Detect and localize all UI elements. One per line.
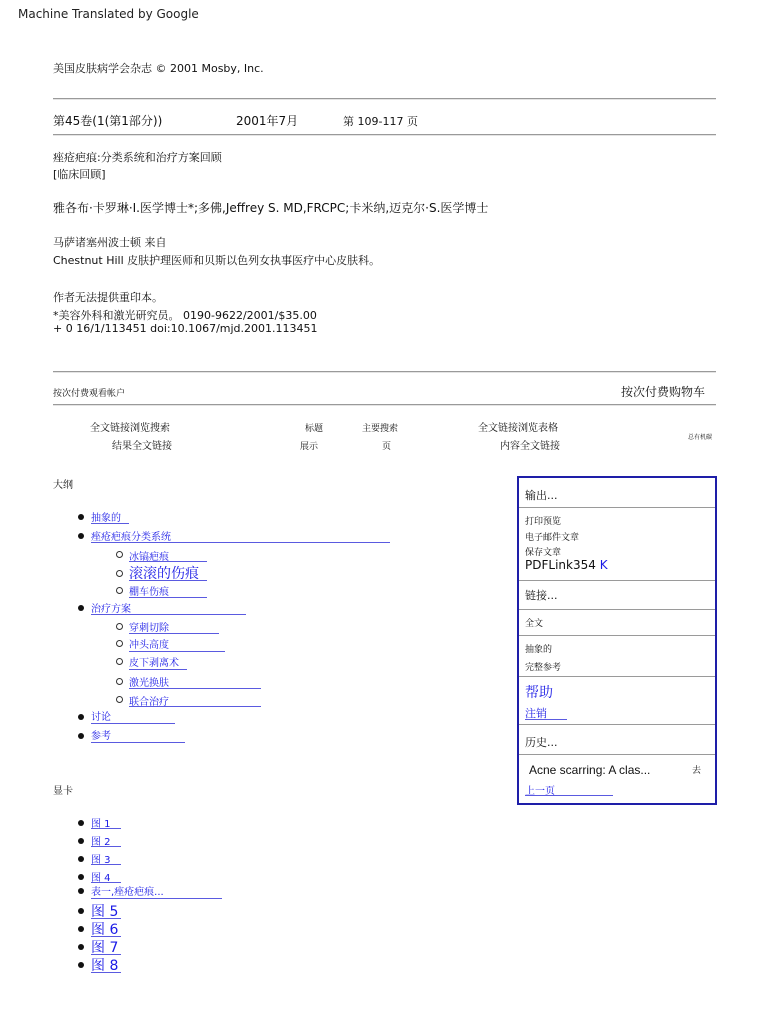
article-title: 痤疮疤痕:分类系统和治疗方案回顾 <box>53 151 222 164</box>
sub-bullet <box>116 551 123 558</box>
link-underline <box>525 795 613 796</box>
link-underline <box>91 542 390 543</box>
full-references-link[interactable]: 完整参考 <box>525 663 562 673</box>
divider <box>53 134 716 136</box>
logout-link[interactable]: 注销 <box>525 707 547 720</box>
link-underline <box>91 898 222 899</box>
outline-link-discussion[interactable]: 讨论 <box>91 712 111 723</box>
figure-link-1[interactable]: 图 1 <box>91 819 111 830</box>
link-underline <box>91 828 121 829</box>
divider <box>53 98 716 100</box>
divider <box>519 609 715 610</box>
issue-date: 2001年7月 <box>236 114 299 128</box>
sub-bullet <box>116 658 123 665</box>
affiliation-line-1: 马萨诸塞州波士顿 来自 <box>53 236 167 249</box>
bullet <box>78 820 84 826</box>
outline-link-abstract[interactable]: 抽象的 <box>91 513 121 524</box>
abstract-link[interactable]: 抽象的 <box>525 645 553 655</box>
nav-title[interactable]: 标题 <box>305 424 324 434</box>
outline-link-icepick[interactable]: 冰镐疤痕 <box>129 552 169 563</box>
journal-copyright: 美国皮肤病学会杂志 © 2001 Mosby, Inc. <box>53 62 264 75</box>
pdf-link-label[interactable]: PDFLink354 <box>525 558 596 572</box>
issue-pages: 第 109-117 页 <box>343 115 418 128</box>
footnote-2: + 0 16/1/113451 doi:10.1067/mjd.2001.113451 <box>53 322 318 335</box>
link-underline <box>129 688 261 689</box>
email-article-link[interactable]: 电子邮件文章 <box>525 533 580 543</box>
figure-link-6[interactable]: 图 6 <box>91 922 119 938</box>
figure-link-4[interactable]: 图 4 <box>91 873 111 884</box>
previous-page-link[interactable]: 上一页 <box>525 786 555 797</box>
outline-link-rolling[interactable]: 滚滚的伤痕 <box>129 566 199 582</box>
sub-bullet <box>116 623 123 630</box>
sub-bullet <box>116 696 123 703</box>
sub-bullet <box>116 570 123 577</box>
figure-link-7[interactable]: 图 7 <box>91 940 119 956</box>
divider <box>519 754 715 755</box>
divider <box>519 635 715 636</box>
fulltext-link[interactable]: 全文 <box>525 619 544 629</box>
article-type: [临床回顾] <box>53 168 106 181</box>
print-preview-link[interactable]: 打印预览 <box>525 517 562 527</box>
bullet <box>78 533 84 539</box>
divider <box>53 404 716 406</box>
bullet <box>78 838 84 844</box>
link-underline <box>525 719 567 720</box>
outline-link-punch-excision[interactable]: 穿刺切除 <box>129 623 169 634</box>
outline-link-punch-elevation[interactable]: 冲头高度 <box>129 640 169 651</box>
affiliation-line-2: Chestnut Hill 皮肤护理医师和贝斯以色列女执事医疗中心皮肤科。 <box>53 254 381 267</box>
figures-heading: 显卡 <box>53 786 73 797</box>
bullet <box>78 605 84 611</box>
bullet <box>78 944 84 950</box>
divider <box>53 371 716 373</box>
link-underline <box>129 597 207 598</box>
outline-link-treatment[interactable]: 治疗方案 <box>91 604 131 615</box>
outline-link-classification[interactable]: 痤疮疤痕分类系统 <box>91 532 171 543</box>
bullet <box>78 962 84 968</box>
nav-main-search[interactable]: 主要搜索 <box>362 424 399 434</box>
go-button[interactable]: 去 <box>692 766 702 776</box>
sub-bullet <box>116 640 123 647</box>
footnote-1: *美容外科和激光研究员。 0190-9622/2001/$35.00 <box>53 309 317 322</box>
divider <box>519 676 715 677</box>
history-menu[interactable]: 历史... <box>525 736 558 749</box>
nav-contents-fulltext[interactable]: 内容全文链接 <box>500 441 560 452</box>
pdf-size-unit: K <box>599 558 608 572</box>
pdf-link[interactable] <box>525 558 608 572</box>
figure-link-5[interactable]: 图 5 <box>91 904 119 920</box>
link-underline <box>129 669 187 670</box>
link-underline <box>91 742 185 743</box>
pay-per-view-account-link[interactable]: 按次付费观看帐户 <box>53 389 126 399</box>
link-underline <box>129 580 207 581</box>
reprints-note: 作者无法提供重印本。 <box>53 291 163 304</box>
link-underline <box>129 651 225 652</box>
history-select[interactable]: Acne scarring: A clas... <box>529 763 651 777</box>
pay-per-view-cart-link[interactable]: 按次付费购物车 <box>621 385 706 399</box>
divider <box>519 580 715 581</box>
issue-volume: 第45卷(1(第1部分)) <box>53 114 163 128</box>
nav-results-fulltext[interactable]: 结果全文链接 <box>112 441 172 452</box>
figure-link-8[interactable]: 图 8 <box>91 958 119 974</box>
link-underline <box>91 846 121 847</box>
bullet <box>78 888 84 894</box>
sub-bullet <box>116 587 123 594</box>
link-underline <box>91 972 121 973</box>
nav-fulltext-browse-search[interactable]: 全文链接浏览搜索 <box>90 423 170 434</box>
bullet <box>78 714 84 720</box>
divider <box>519 724 715 725</box>
link-underline <box>91 523 129 524</box>
divider <box>519 507 715 508</box>
nav-toc[interactable]: 总有机碳 <box>688 434 713 441</box>
save-article-link[interactable]: 保存文章 <box>525 548 562 558</box>
bullet <box>78 514 84 520</box>
machine-translation-banner: Machine Translated by Google <box>18 7 199 21</box>
outline-link-combined[interactable]: 联合治疗 <box>129 697 169 708</box>
export-menu[interactable]: 输出... <box>525 489 558 502</box>
link-underline <box>91 864 121 865</box>
link-underline <box>129 561 207 562</box>
figure-link-3[interactable]: 图 3 <box>91 855 111 866</box>
bullet <box>78 733 84 739</box>
bullet <box>78 908 84 914</box>
help-link[interactable]: 帮助 <box>525 685 553 701</box>
link-underline <box>91 614 246 615</box>
link-underline <box>129 633 219 634</box>
nav-page[interactable]: 页 <box>382 442 392 452</box>
sub-bullet <box>116 678 123 685</box>
outline-link-laser[interactable]: 激光换肤 <box>129 678 169 689</box>
article-tools-panel <box>517 476 717 805</box>
bullet <box>78 856 84 862</box>
link-underline <box>129 706 261 707</box>
table-link-1[interactable]: 表一,痤疮疤痕... <box>91 887 164 898</box>
figure-link-2[interactable]: 图 2 <box>91 837 111 848</box>
nav-fulltext-browse-table[interactable]: 全文链接浏览表格 <box>478 423 558 434</box>
outline-heading: 大纲 <box>53 480 73 491</box>
outline-link-references[interactable]: 参考 <box>91 731 111 742</box>
bullet <box>78 874 84 880</box>
bullet <box>78 926 84 932</box>
links-menu[interactable]: 链接... <box>525 589 558 602</box>
outline-link-boxcar[interactable]: 棚车伤痕 <box>129 587 169 598</box>
article-authors: 雅各布·卡罗琳·I.医学博士*;多佛,Jeffrey S. MD,FRCPC;卡米纳,迈克尔·S.医学博士 <box>53 201 489 215</box>
outline-link-subcision[interactable]: 皮下剥离术 <box>129 658 179 669</box>
nav-display[interactable]: 展示 <box>300 442 319 452</box>
link-underline <box>91 723 175 724</box>
